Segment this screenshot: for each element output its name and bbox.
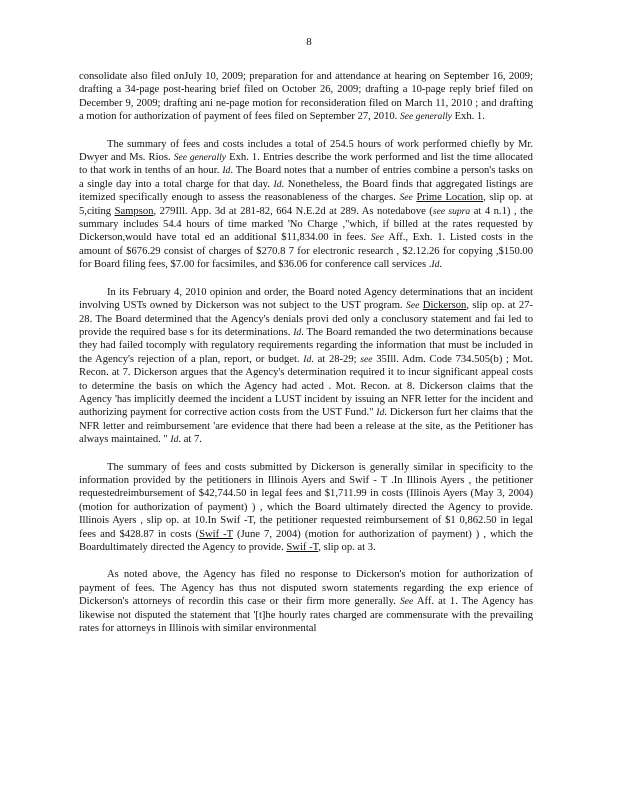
citation-signal: Id <box>273 178 282 190</box>
text-run: . <box>439 259 443 271</box>
citation-signal: see supra <box>432 205 471 217</box>
text-run: Aff., Exh. 1. Listed costs in the amount of $676.29 consist of charges of $270.8 7 for electronic research , $2.12.26 for copying ,$150.00 for Board filing fees, $7.00 for facsimiles, and $36.06 for conference call services . <box>79 232 533 271</box>
citation-signal: Id <box>222 165 231 177</box>
case-name: Swif -T <box>286 542 319 553</box>
text-run: . at 7. <box>178 434 202 446</box>
text-run: . Dickerson furt her claims that the NFR letter and reimbursement 'are evidence that there had been a release at the site, as the Petitioner has always maintained. " <box>79 407 533 446</box>
citation-signal: See <box>406 300 420 312</box>
paragraph-fees-summary <box>79 138 533 272</box>
citation-signal: Id <box>170 434 179 446</box>
citation-signal: See generally <box>399 111 452 123</box>
paragraph-comparison <box>79 461 533 555</box>
text-run: In its February 4, 2010 opinion and order, the Board noted Agency determinations that an incident involving USTs owned by Dickerson was not subject to the UST program. <box>79 286 533 312</box>
citation-signal: Id <box>303 353 312 365</box>
case-name: Swif -T <box>199 528 233 540</box>
text-run: As noted above, the Agency has filed no response to Dickerson's motion for authorization of payment of fees. The Agency has thus not disputed sworn statements regarding the exp erience of Dickerson's attorneys of recordin this case or their firm more generally. <box>79 569 533 608</box>
text-run: 35Ill. Adm. Code 734.505(b) ; Mot. Recon. at 7. Dickerson argues that the Agency's determination required it to incur significant appeal costs to determine the basis on which the Agency had acted . Mot. Recon. at 8. Dickerson claims that the Agency 'has implicitly deemed the incident a LUST incident by issuing an NFR letter for the incident and authorizing payment for corrective action costs from the UST Fund." <box>79 353 533 419</box>
citation-signal: See <box>400 596 414 608</box>
text-run: The summary of fees and costs submitted by Dickerson is generally similar in specificity to the information provided by the petitioners in Illinois Ayers and Swif - T .In Illinois Ayers , the petitioner requestedreimbursement of $42,744.50 in legal fees and $1,711.99 in costs (Illinois Ayers (May 3, 2004) (motion for authorization of payment) ) , which the Board ultimately directed the Agency to provide. Illinois Ayers , slip op. at 10.In Swif -T, the petitioner requested reimbursement of $1 0,862.50 in legal fees and $428.87 in costs ( <box>79 461 533 540</box>
paragraph-continuation <box>79 70 533 124</box>
case-name: Sampson <box>114 205 154 217</box>
body-text <box>79 70 533 649</box>
text-run: Aff. at 1. The Agency has likewise not disputed the statement that '[t]he hourly rates charged are commensurate with the prevailing rates for attorneys in Illinois with similar environmental <box>79 596 533 635</box>
paragraph-agency-response <box>79 568 533 635</box>
case-name: Prime Location <box>416 192 484 204</box>
citation-signal: see <box>360 353 373 365</box>
citation-signal: See <box>370 232 385 244</box>
text-run: (June 7, 2004) (motion for authorization of payment) ) , which the Boardultimately directed the Agency to provide. <box>79 528 533 553</box>
paragraph-opinion-order <box>79 286 533 447</box>
text-run: The summary of fees and costs includes a total of 254.5 hours of work performed chiefly by Mr. Dwyer and Ms. Rios. <box>79 138 533 164</box>
text-run: consolidate also filed onJuly 10, 2009; preparation for and attendance at hearing on September 16, 2009; drafting a 34-page post-hearing brief filed on October 26, 2009; drafting a 10-page reply brief filed on December 9, 2009; drafting ani ne-page motion for reconsideration filed on March 11, 2010 ; and drafting a motion for authorization of payment of fees filed on September 27, 2010. <box>79 71 533 123</box>
citation-signal: Id <box>376 407 385 419</box>
text-run: Exh. 1. Entries describe the work performed and list the time allocated to that work in tenths of an hour. <box>79 152 533 177</box>
text-run: , 279Ill. App. 3d at 281-82, 664 N.E.2d at 289. As notedabove ( <box>153 205 433 217</box>
page-number: 8 <box>306 36 312 48</box>
text-run: . Nonetheless, the Board finds that aggregated listings are itemized specifically enough to assess the reasonableness of the charges. <box>79 178 534 204</box>
text-run: , slip op. at 5,citing <box>79 192 533 217</box>
text-run: , slip op. at 3. <box>318 542 376 553</box>
text-run: Exh. 1. <box>451 111 485 123</box>
text-run: , slip op. at 27-28. The Board determined that the Agency's denials provi ded only a conclusory statement and fai led to provide the required base s for its determinations. <box>79 300 534 338</box>
text-run: . The Board notes that a number of entries combine a person's tasks on a single day into a total charge for that day. <box>79 165 534 190</box>
text-run: . at 28-29; <box>311 353 361 365</box>
citation-signal: Id <box>293 326 302 338</box>
citation-signal: See <box>399 192 413 204</box>
text-run: . The Board remanded the two determinations because they had failed tocomply with regulatory requirements regarding the information that must be included in the Agency's rejection of a plan, report, or budget. <box>79 326 534 365</box>
citation-signal: Id <box>431 259 440 271</box>
case-name: Dickerson <box>422 300 467 312</box>
text-run: at 4 n.1) , the summary includes 54.4 hours of time marked 'No Charge ,"which, if billed at the rates requested by Dickerson,would have total ed an additional $11,834.00 in fees. <box>79 205 533 244</box>
citation-signal: See generally <box>173 152 227 164</box>
